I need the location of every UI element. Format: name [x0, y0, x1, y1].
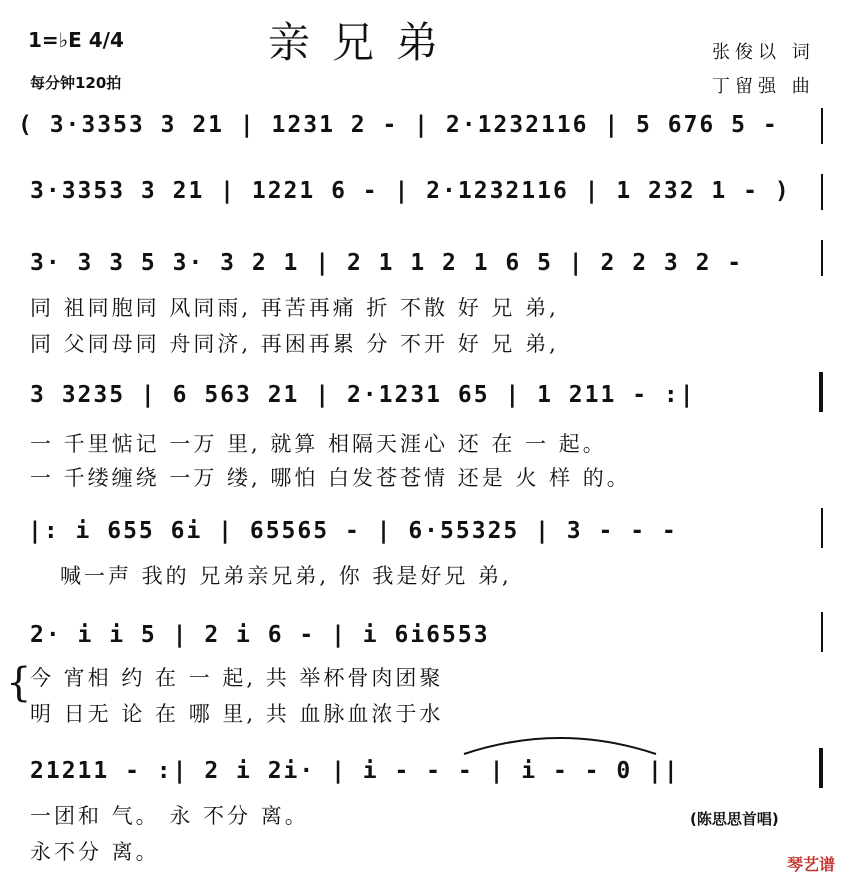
- composer-credit: 丁留强 曲: [712, 76, 815, 97]
- lyric-line-7a: 一团和 气。 永 不分 离。: [30, 804, 309, 828]
- score-line-1: ( 3·3353 3 21 | 1231 2 - | 2·1232116 | 5 676 5 -: [18, 112, 779, 138]
- key-signature: 1=♭E 4/4: [28, 28, 124, 52]
- verse-brace: {: [6, 660, 32, 706]
- final-barline: [819, 748, 823, 788]
- site-logo: 琴艺谱: [786, 855, 835, 874]
- score-line-2: 3·3353 3 21 | 1221 6 - | 2·1232116 | 1 232 1 - ): [30, 178, 791, 204]
- performer-credit: (陈思思首唱): [690, 810, 779, 828]
- barline: [821, 612, 823, 652]
- score-line-3: 3· 3 3 5 3· 3 2 1 | 2 1 1 2 1 6 5 | 2 2 3 2 -: [30, 250, 744, 276]
- lyric-line-5: 喊一声 我的 兄弟亲兄弟, 你 我是好兄 弟,: [60, 564, 512, 588]
- barline: [821, 240, 823, 276]
- barline: [821, 108, 823, 144]
- score-line-5: |: i 655 6i | 65565 - | 6·55325 | 3 - - -: [28, 518, 678, 544]
- song-title: 亲兄弟: [268, 18, 461, 67]
- lyric-line-4b: 一 千缕缠绕 一万 缕, 哪怕 白发苍苍情 还是 火 样 的。: [30, 466, 631, 490]
- lyricist-credit: 张俊以 词: [712, 42, 815, 63]
- lyric-line-7b: 永不分 离。: [30, 840, 160, 864]
- tie-arc: [460, 728, 660, 758]
- tempo-marking: 每分钟120拍: [30, 74, 122, 92]
- barline: [821, 174, 823, 210]
- score-line-4: 3 3235 | 6 563 21 | 2·1231 65 | 1 211 - :|: [30, 382, 696, 408]
- barline: [821, 508, 823, 548]
- score-line-6: 2· i i 5 | 2 i 6 - | i 6i6553: [30, 622, 490, 648]
- repeat-end-barline: [819, 372, 823, 412]
- lyric-line-3b: 同 父同母同 舟同济, 再困再累 分 不开 好 兄 弟,: [30, 332, 559, 356]
- lyric-line-4a: 一 千里惦记 一万 里, 就算 相隔天涯心 还 在 一 起。: [30, 432, 607, 456]
- lyric-line-3a: 同 祖同胞同 风同雨, 再苦再痛 折 不散 好 兄 弟,: [30, 296, 559, 320]
- score-line-7: 21211 - :| 2 i 2i· | i - - - | i - - 0 ||: [30, 758, 680, 784]
- lyric-line-6a: 今 宵相 约 在 一 起, 共 举杯骨肉团聚: [30, 666, 444, 690]
- lyric-line-6b: 明 日无 论 在 哪 里, 共 血脉血浓于水: [30, 702, 444, 726]
